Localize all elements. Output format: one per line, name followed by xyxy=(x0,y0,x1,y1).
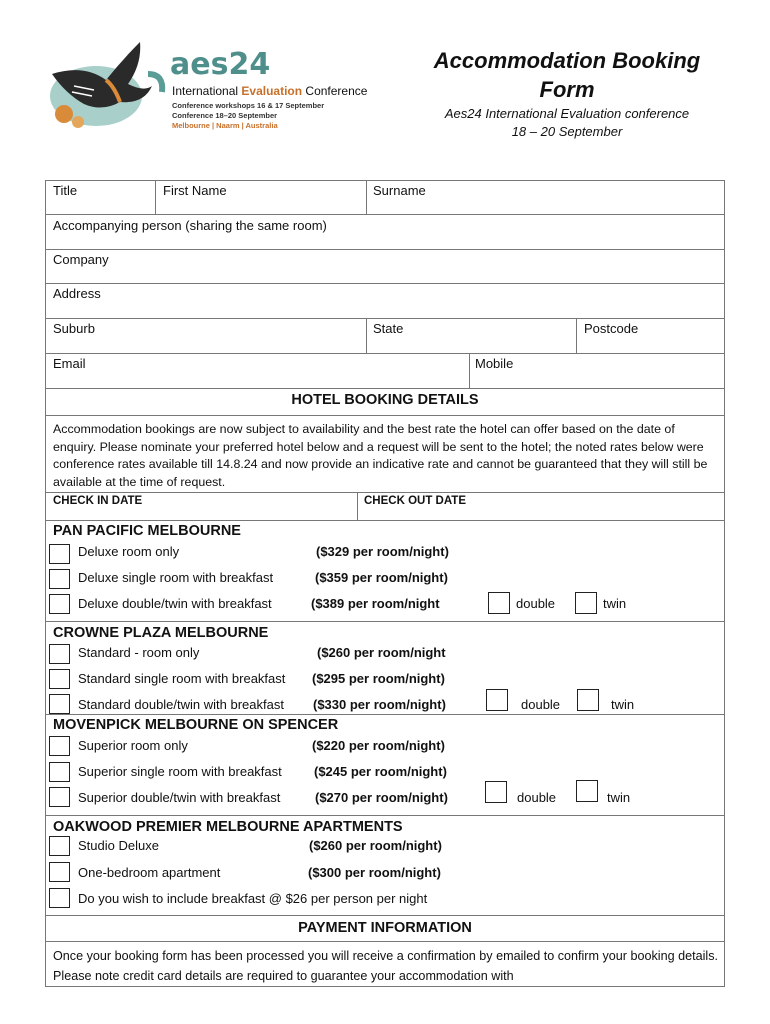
hotel-booking-heading: HOTEL BOOKING DETAILS xyxy=(291,392,479,408)
checkbox-pan-pacific-single-breakfast[interactable] xyxy=(49,569,70,589)
checkbox-pan-pacific-double-twin[interactable] xyxy=(49,594,70,614)
payment-text: Once your booking form has been processed you will receive a confirmation by emailed to confirm your booking details. Please note credit card details are required to guarantee your accommodation with xyxy=(53,949,719,983)
checkbox-oakwood-studio-deluxe[interactable] xyxy=(49,836,70,856)
hotel-name-oakwood: OAKWOOD PREMIER MELBOURNE APARTMENTS xyxy=(53,819,403,835)
checkbox-oakwood-one-bedroom[interactable] xyxy=(49,862,70,882)
checkbox-pan-pacific-double[interactable] xyxy=(488,592,510,614)
hotel-name-crowne-plaza: CROWNE PLAZA MELBOURNE xyxy=(53,625,269,641)
checkbox-crowne-twin[interactable] xyxy=(577,689,599,711)
checkbox-pan-pacific-twin[interactable] xyxy=(575,592,597,614)
option-label: Deluxe room only xyxy=(78,544,180,559)
surname-field[interactable]: Surname xyxy=(373,183,426,198)
option-label: Standard double/twin with breakfast xyxy=(78,697,284,712)
checkbox-movenpick-twin[interactable] xyxy=(576,780,598,802)
checkbox-crowne-double-twin[interactable] xyxy=(49,694,70,714)
state-field[interactable]: State xyxy=(373,321,404,336)
check-out-date-field[interactable]: CHECK OUT DATE xyxy=(364,495,467,507)
option-label: Superior room only xyxy=(78,738,188,753)
conference-subtitle: Aes24 International Evaluation conference 18 – 20 September xyxy=(444,106,690,139)
check-in-date-field[interactable]: CHECK IN DATE xyxy=(53,495,143,507)
checkbox-movenpick-superior-room[interactable] xyxy=(49,736,70,756)
logo-brand: aes24 xyxy=(170,47,271,82)
option-label: Do you wish to include breakfast @ $26 per person per night xyxy=(78,891,428,906)
option-label: Deluxe single room with breakfast xyxy=(78,570,274,585)
checkbox-pan-pacific-deluxe-room[interactable] xyxy=(49,544,70,564)
hotel-name-pan-pacific: PAN PACIFIC MELBOURNE xyxy=(53,523,241,539)
checkbox-crowne-single-breakfast[interactable] xyxy=(49,669,70,689)
option-price: ($300 per room/night) xyxy=(308,865,441,880)
checkbox-crowne-standard-room[interactable] xyxy=(49,644,70,664)
suburb-field[interactable]: Suburb xyxy=(53,321,95,336)
aes24-logo xyxy=(44,34,379,134)
option-price: ($245 per room/night) xyxy=(314,764,447,779)
checkbox-oakwood-breakfast[interactable] xyxy=(49,888,70,908)
option-label: Deluxe double/twin with breakfast xyxy=(78,596,272,611)
double-label: double xyxy=(516,596,556,611)
logo-dates: Conference workshops 16 & 17 September Conference 18–20 September Melbourne | Naarm | Australia xyxy=(172,101,325,130)
option-price: ($260 per room/night xyxy=(317,645,446,660)
address-field[interactable]: Address xyxy=(53,286,101,301)
twin-label: twin xyxy=(611,697,635,712)
option-label: Studio Deluxe xyxy=(78,838,159,853)
twin-label: twin xyxy=(607,790,631,805)
twin-label: twin xyxy=(603,596,627,611)
hotel-booking-intro: Accommodation bookings are now subject to availability and the best rate the hotel can offer based on the date of enquiry. Please nominate your preferred hotel below and a request will be sent to the hotel; the noted rates below were conference rates available till 14.8.24 and now provide an indicative rate and cannot be guaranteed that they will still be available at the time of request. xyxy=(53,422,708,489)
postcode-field[interactable]: Postcode xyxy=(584,321,639,336)
option-label: Standard - room only xyxy=(78,645,200,660)
logo-subtitle: International Evaluation Conference xyxy=(172,84,368,98)
company-field[interactable]: Company xyxy=(53,252,109,267)
option-price: ($260 per room/night) xyxy=(309,838,442,853)
checkbox-movenpick-double-twin[interactable] xyxy=(49,787,70,807)
page-title: Accommodation Booking Form xyxy=(433,48,701,102)
option-label: Superior double/twin with breakfast xyxy=(78,790,281,805)
double-label: double xyxy=(521,697,561,712)
bird-emblem-icon xyxy=(44,34,174,134)
payment-heading: PAYMENT INFORMATION xyxy=(298,920,472,936)
option-label: One-bedroom apartment xyxy=(78,865,221,880)
option-label: Superior single room with breakfast xyxy=(78,764,282,779)
first-name-field[interactable]: First Name xyxy=(163,183,227,198)
mobile-field[interactable]: Mobile xyxy=(475,356,514,371)
checkbox-crowne-double[interactable] xyxy=(486,689,508,711)
option-price: ($295 per room/night) xyxy=(312,671,445,686)
email-field[interactable]: Email xyxy=(53,356,86,371)
checkbox-movenpick-double[interactable] xyxy=(485,781,507,803)
option-price: ($359 per room/night) xyxy=(315,570,448,585)
option-price: ($270 per room/night) xyxy=(315,790,448,805)
double-label: double xyxy=(517,790,557,805)
hotel-name-movenpick: MOVENPICK MELBOURNE ON SPENCER xyxy=(53,717,339,733)
option-price: ($330 per room/night) xyxy=(313,697,446,712)
accompanying-person-field[interactable]: Accompanying person (sharing the same room) xyxy=(53,218,327,233)
option-price: ($220 per room/night) xyxy=(312,738,445,753)
checkbox-movenpick-single-breakfast[interactable] xyxy=(49,762,70,782)
option-price: ($389 per room/night xyxy=(311,596,440,611)
title-field[interactable]: Title xyxy=(53,183,78,198)
option-label: Standard single room with breakfast xyxy=(78,671,286,686)
option-price: ($329 per room/night) xyxy=(316,544,449,559)
